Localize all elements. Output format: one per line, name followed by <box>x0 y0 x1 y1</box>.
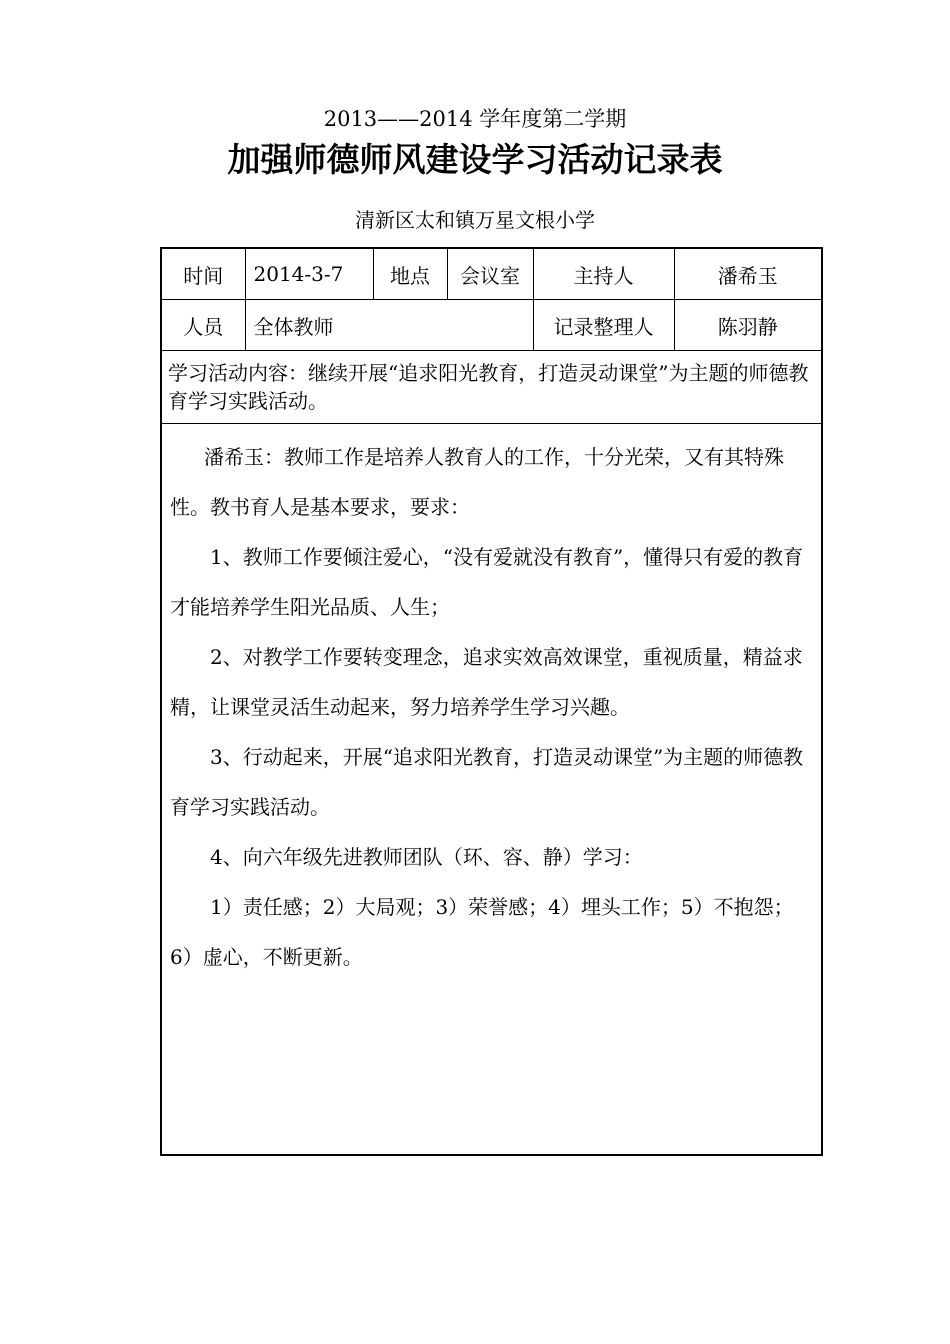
body-paragraph: 潘希玉：教师工作是培养人教育人的工作，十分光荣，又有其特殊性。教书育人是基本要求，要求： <box>170 445 784 519</box>
table-row <box>161 351 822 424</box>
time-value: 2014-3-7 <box>245 248 373 300</box>
host-label: 主持人 <box>533 248 674 300</box>
body-paragraph: 4、向六年级先进教师团队（环、容、静）学习： <box>210 845 643 869</box>
table-row <box>161 424 822 1156</box>
semester-subtitle: 2013——2014 学年度第二学期 <box>323 107 627 131</box>
school-name: 清新区太和镇万星文根小学 <box>355 208 595 232</box>
body-paragraph: 1、教师工作要倾注爱心，“没有爱就没有教育”，懂得只有爱的教育才能培养学生阳光品质、人生； <box>170 545 804 619</box>
document-title: 加强师德师风建设学习活动记录表 <box>227 140 723 179</box>
record-body <box>161 424 822 1156</box>
record-table <box>160 247 823 1156</box>
recorder-label: 记录整理人 <box>533 300 674 351</box>
body-paragraph: 1）责任感；2）大局观；3）荣誉感；4）埋头工作；5）不抱怨；6）虚心，不断更新。 <box>170 895 794 969</box>
table-row <box>161 300 822 351</box>
body-paragraph: 2、对教学工作要转变理念，追求实效高效课堂，重视质量，精益求精，让课堂灵活生动起来，努力培养学生学习兴趣。 <box>170 645 803 719</box>
activity-content: 学习活动内容：继续开展“追求阳光教育，打造灵动课堂”为主题的师德教育学习实践活动。 <box>161 351 822 424</box>
place-label: 地点 <box>373 248 447 300</box>
people-value: 全体教师 <box>245 300 533 351</box>
host-value: 潘希玉 <box>674 248 822 300</box>
people-label: 人员 <box>161 300 245 351</box>
place-value: 会议室 <box>447 248 533 300</box>
recorder-value: 陈羽静 <box>674 300 822 351</box>
table-row <box>161 248 822 300</box>
body-paragraph: 3、行动起来，开展“追求阳光教育，打造灵动课堂”为主题的师德教育学习实践活动。 <box>170 745 804 819</box>
time-label: 时间 <box>161 248 245 300</box>
